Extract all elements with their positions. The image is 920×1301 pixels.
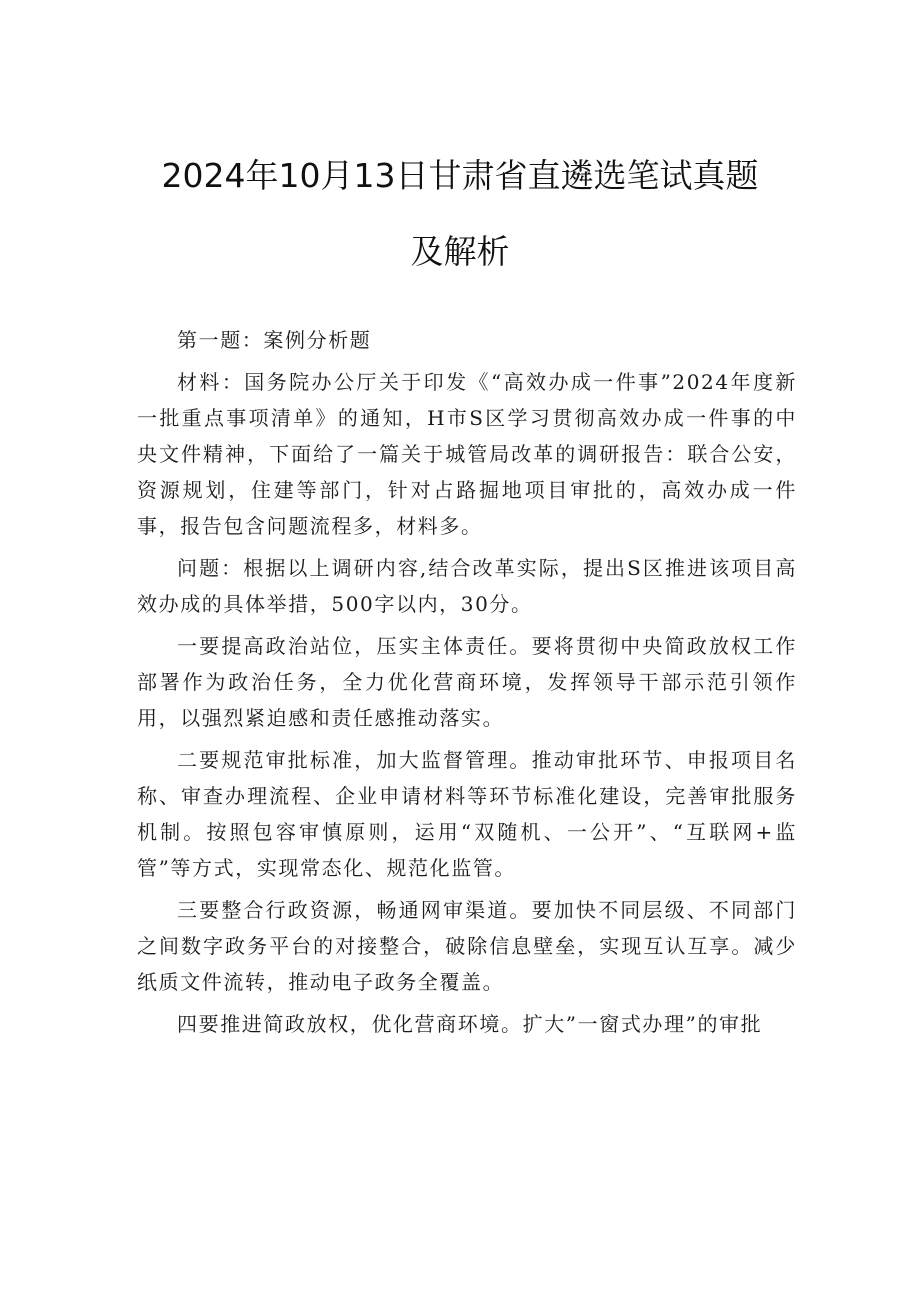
document-title-line-1: 2024年10月13日甘肃省直遴选笔试真题 — [161, 156, 759, 195]
answer-point-1: 一要提高政治站位，压实主体责任。要将贯彻中央简政放权工作部署作为政治任务，全力优化营商环境，发挥领导干部示范引领作用，以强烈紧迫感和责任感推动落实。 — [137, 634, 797, 730]
answer-point-4: 四要推进简政放权，优化营商环境。扩大”一窗式办理”的审批 — [177, 1012, 763, 1036]
question-heading: 第一题：案例分析题 — [177, 328, 372, 352]
answer-point-2: 二要规范审批标准，加大监督管理。推动审批环节、申报项目名称、审查办理流程、企业申请材料等环节标准化建设，完善审批服务机制。按照包容审慎原则，运用“双随机、一公开”、“互联网+监管”等方式，实现常态化、规范化监管。 — [137, 748, 797, 880]
document-body — [137, 322, 797, 1048]
question-paragraph: 问题：根据以上调研内容,结合改革实际，提出S区推进该项目高效办成的具体举措，500字以内，30分。 — [137, 556, 797, 616]
answer-point-3: 三要整合行政资源，畅通网审渠道。要加快不同层级、不同部门之间数字政务平台的对接整合，破除信息壁垒，实现互认互享。减少纸质文件流转，推动电子政务全覆盖。 — [137, 898, 797, 994]
material-paragraph: 材料：国务院办公厅关于印发《“高效办成一件事”2024年度新一批重点事项清单》的通知，H市S区学习贯彻高效办成一件事的中央文件精神，下面给了一篇关于城管局改革的调研报告：联合公安，资源规划，住建等部门，针对占路掘地项目审批的，高效办成一件事，报告包含问题流程多，材料多。 — [137, 370, 797, 538]
document-title-line-2: 及解析 — [410, 232, 510, 271]
